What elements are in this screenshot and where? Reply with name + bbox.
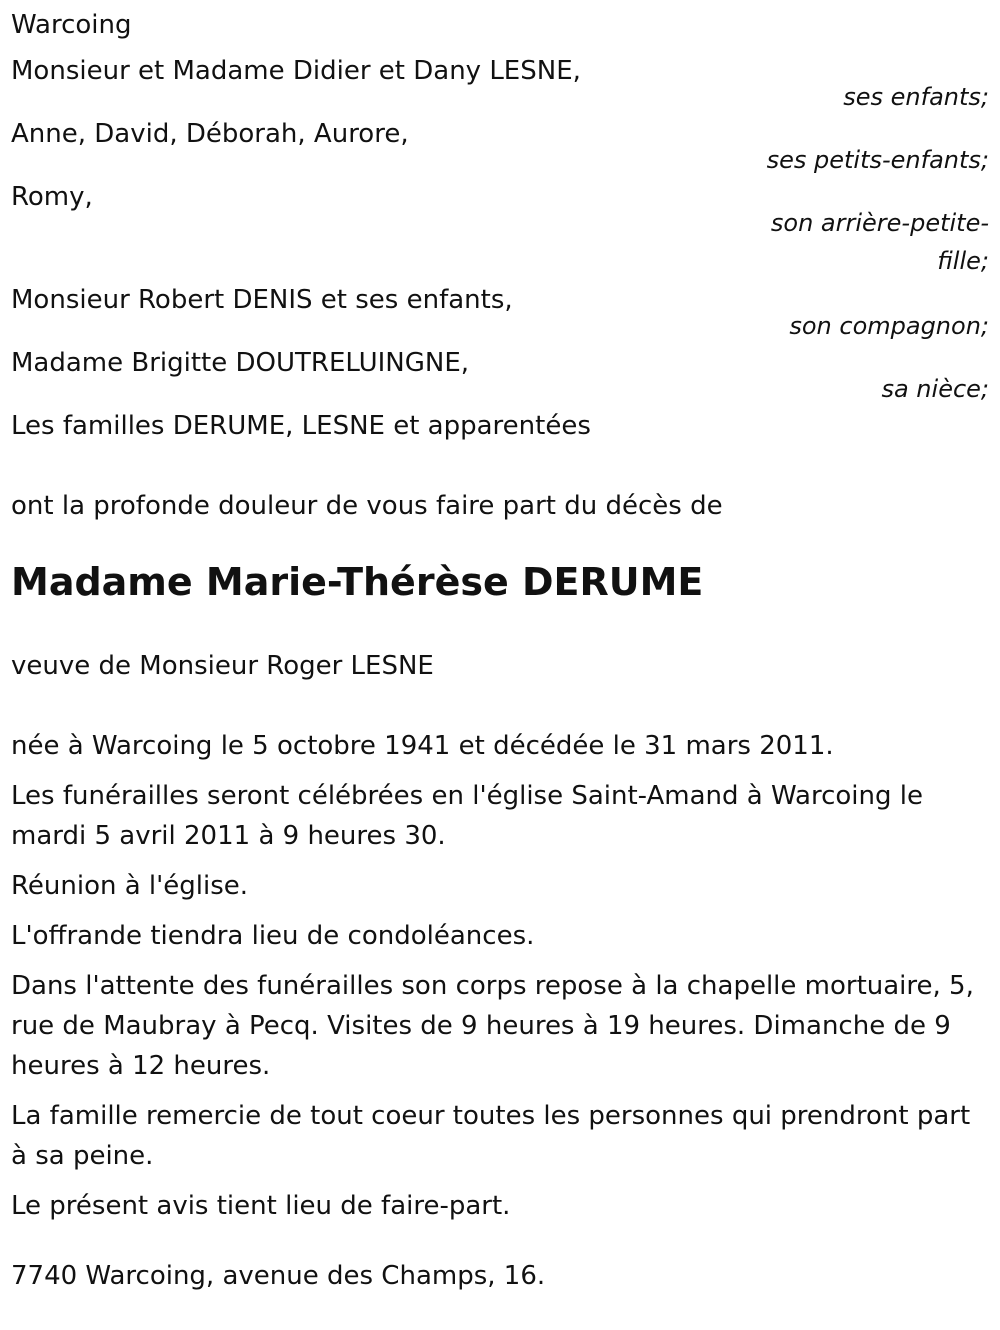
relative-relation: sa nièce; <box>881 375 989 403</box>
relative-relation: ses petits-enfants; <box>766 146 989 174</box>
thanks-text: La famille remercie de tout coeur toutes les personnes qui prendront part à sa peine. <box>11 1101 971 1171</box>
relative-name: Anne, David, Déborah, Aurore, <box>11 119 409 149</box>
relative-relation: son compagnon; <box>789 312 989 340</box>
meeting-text: Réunion à l'église. <box>11 871 249 901</box>
relative-entry <box>11 51 991 114</box>
widow-of-line: veuve de Monsieur Roger LESNE <box>11 651 434 681</box>
birth-death-text: née à Warcoing le 5 octobre 1941 et décédée le 31 mars 2011. <box>11 731 834 761</box>
obituary-notice <box>11 5 991 1296</box>
notice-text: Le présent avis tient lieu de faire-part. <box>11 1191 511 1221</box>
relative-entry <box>11 343 991 406</box>
relative-relation: ses enfants; <box>843 83 989 111</box>
families-line: Les familles DERUME, LESNE et apparentées <box>11 411 591 441</box>
funeral-text: Les funérailles seront célébrées en l'église Saint-Amand à Warcoing le mardi 5 avril 2011 à 9 heures 30. <box>11 781 923 851</box>
address-line: 7740 Warcoing, avenue des Champs, 16. <box>11 1261 546 1291</box>
deceased-name: Madame Marie-Thérèse DERUME <box>11 560 704 604</box>
viewing-text: Dans l'attente des funérailles son corps repose à la chapelle mortuaire, 5, rue de Maubray à Pecq. Visites de 9 heures à 19 heures. Dimanche de 9 heures à 12 heures. <box>11 971 974 1081</box>
relative-entry <box>11 280 991 343</box>
offering-text: L'offrande tiendra lieu de condoléances. <box>11 921 535 951</box>
relative-relation: son arrière-petite-fille; <box>770 209 989 275</box>
details-section <box>11 726 981 1226</box>
relative-name: Madame Brigitte DOUTRELUINGNE, <box>11 348 470 378</box>
relative-name: Monsieur Robert DENIS et ses enfants, <box>11 285 513 315</box>
relative-entry <box>11 177 991 280</box>
location-heading: Warcoing <box>11 10 132 40</box>
relative-entry <box>11 114 991 177</box>
relatives-list <box>11 51 991 406</box>
relative-name: Monsieur et Madame Didier et Dany LESNE, <box>11 56 581 86</box>
relative-name: Romy, <box>11 182 93 212</box>
announcement-line: ont la profonde douleur de vous faire part du décès de <box>11 491 723 521</box>
